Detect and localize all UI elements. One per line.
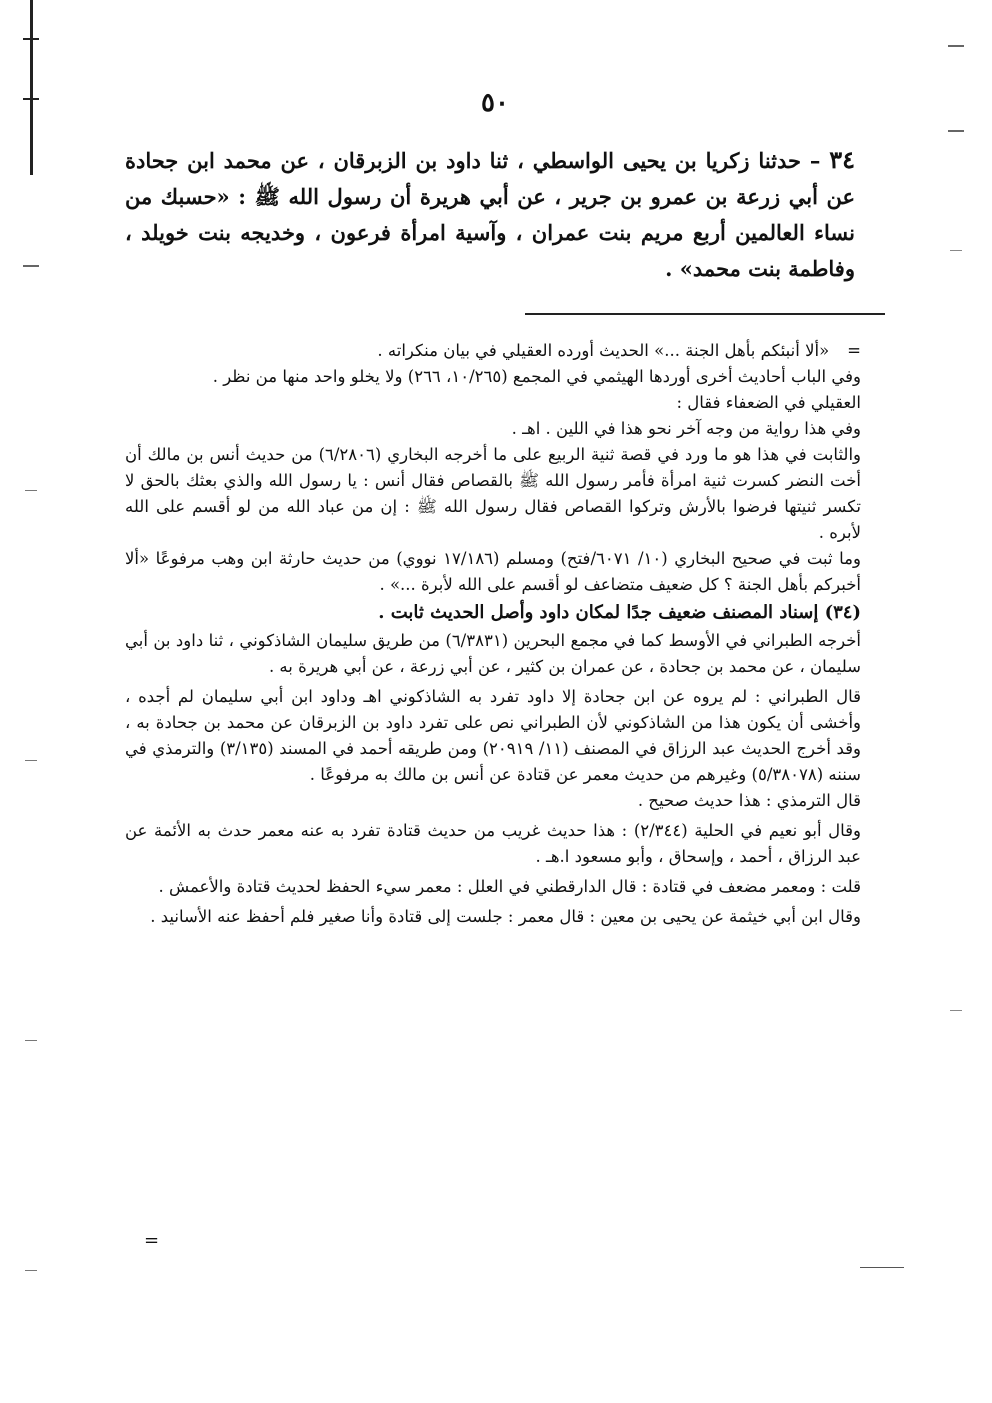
scan-edge-mark [23, 38, 39, 40]
footnote-paragraph: وقال ابن أبي خيثمة عن يحيى بن معين : قال معمر : جلست إلى قتادة وأنا صغير فلم أحفظ عنه الأسانيد . [150, 907, 861, 926]
scan-edge-mark [25, 760, 37, 761]
footnote-line: العقيلي في الضعفاء فقال : [676, 393, 861, 412]
scan-edge-mark [25, 490, 37, 491]
footnote-paragraph: أخرجه الطبراني في الأوسط كما في مجمع البحرين (٦/٣٨٣١) من طريق سليمان الشاذكوني ، ثنا داود بن أبي سليمان ، عن محمد بن جحادة ، عن عمران بن كثير ، عن أبي زرعة ، عن أبي هريرة به . [125, 631, 862, 676]
hadith-number: ٣٤ [829, 145, 855, 174]
footnote-line: والثابت في هذا هو ما ورد في قصة ثنية الربيع على ما أخرجه البخاري (٦/٢٨٠٦) من حديث أنس بن مالك أن أخت النضر كسرت ثنية امرأة فأمر رسول الله ﷺ بالقصاص فقال أنس : يا رسول الله والذي بعثك بالحق لا تكسر ثنيتها فرضوا بالأرش وتركوا القصاص فقال رسول الله ﷺ : إن من عباد الله من لو أقسم على الله لأبره . [125, 445, 862, 542]
scan-edge-mark [30, 0, 33, 175]
scan-edge-mark [948, 130, 964, 132]
continuation-mark-end: = [144, 1230, 160, 1251]
hadith-text [125, 142, 855, 287]
scan-edge-mark [950, 250, 962, 251]
footnote-separator [525, 313, 885, 315]
footnote-paragraph: قال الترمذي : هذا حديث صحيح . [637, 791, 861, 810]
page-number: ٥٠ [481, 88, 509, 118]
scan-edge-mark [23, 98, 39, 100]
footnote-paragraph: وقال أبو نعيم في الحلية (٢/٣٤٤) : هذا حديث غريب من حديث قتادة تفرد به عنه معمر حدث به الأئمة عن عبد الرزاق ، أحمد ، وإسحاق ، وأبو مسعود ا.هـ . [125, 821, 862, 866]
footnote-line: وفي هذا رواية من وجه آخر نحو هذا في اللين . اهـ . [511, 419, 861, 438]
scan-edge-mark [860, 1267, 904, 1268]
footnote-heading: (٣٤) إسناد المصنف ضعيف جدًا لمكان داود وأصل الحديث ثابت . [378, 602, 861, 623]
footnote-line: وما ثبت في صحيح البخاري (١٠/ ٦٠٧١/فتح) ومسلم (١٧/١٨٦ نووي) من حديث حارثة ابن وهب مرفوعًا «ألا أخبركم بأهل الجنة ؟ كل ضعيف متضاعف لو أقسم على الله لأبرة ...» . [125, 549, 861, 594]
scan-edge-mark [25, 1040, 37, 1041]
scan-edge-mark [948, 45, 964, 47]
scan-edge-mark [950, 1010, 962, 1011]
continuation-mark: = [847, 341, 861, 360]
footnote-paragraph: قال الطبراني : لم يروه عن ابن جحادة إلا داود تفرد به الشاذكوني اهـ وداود ابن أبي سليمان لم أجده ، وأخشى أن يكون هذا من الشاذكوني لأن الطبراني نص على تفرد داود بن الزبرقان عن محمد بن جحادة به ، وقد أخرج الحديث عبد الرزاق في المصنف (١١/ ٢٠٩١٩) ومن طريقه أحمد في المسند (٣/١٣٥) والترمذي في سننه (٥/٣٨٠٧٨) وغيرهم من حديث معمر عن قتادة عن أنس بن مالك به مرفوعًا . [125, 687, 861, 784]
hadith-body: – حدثنا زكريا بن يحيى الواسطي ، ثنا داود بن الزبرقان ، عن محمد ابن جحادة عن أبي زرعة بن عمرو بن جرير ، عن أبي هريرة أن رسول الله ﷺ : «حسبك من نساء العالمين أربع مريم بنت عمران ، وآسية امرأة فرعون ، وخديجه بنت خويلد ، وفاطمة بنت محمد» . [125, 148, 855, 281]
footnote-line: =«ألا أنبئكم بأهل الجنة ...» الحديث أورده العقيلي في بيان منكراته . [125, 338, 861, 364]
footnote-paragraph: قلت : ومعمر مضعف في قتادة : قال الدارقطني في العلل : معمر سيء الحفظ لحديث قتادة والأعمش . [158, 877, 861, 896]
footnote-line: وفي الباب أحاديث أخرى أوردها الهيثمي في المجمع (١٠/٢٦٥، ٢٦٦) ولا يخلو واحد منها من نظر . [212, 367, 861, 386]
scan-edge-mark [23, 265, 39, 267]
scan-edge-mark [25, 1270, 37, 1271]
footnotes [125, 338, 861, 930]
